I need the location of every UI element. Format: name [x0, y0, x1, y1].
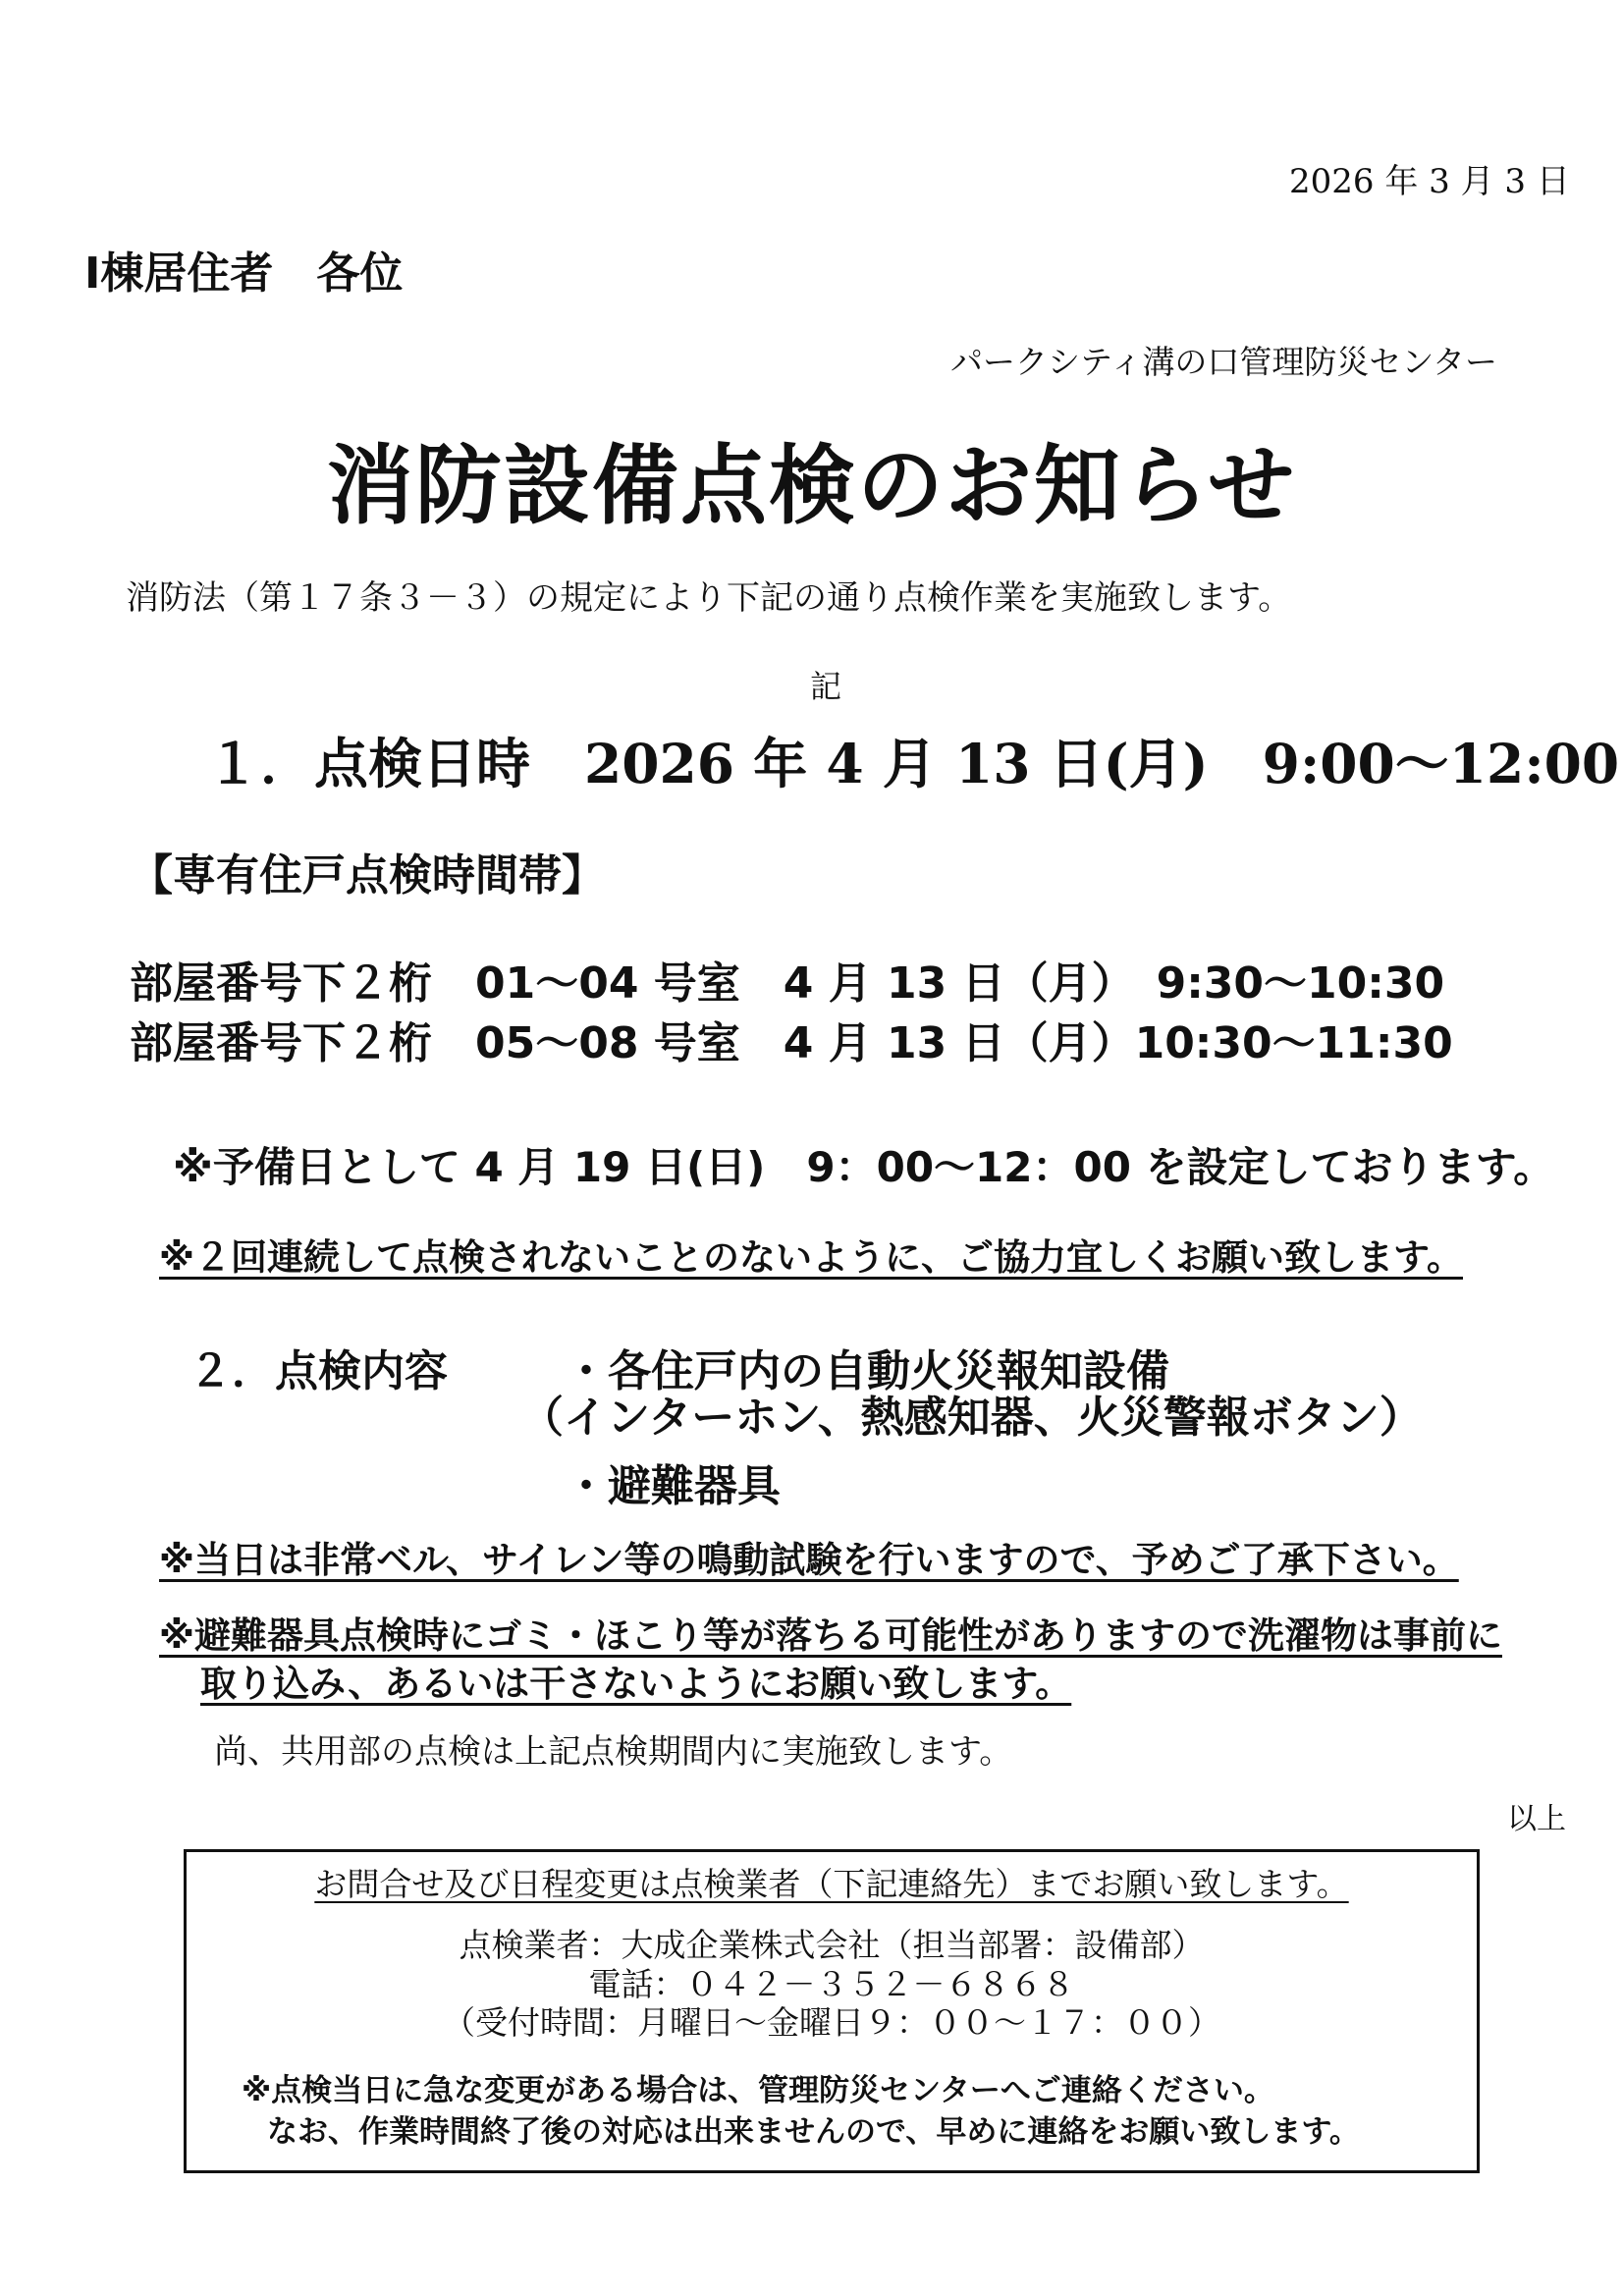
reception-hours: （受付時間：月曜日～金曜日９：００～１７：００）: [443, 2003, 1220, 2042]
slot-row-1: 部屋番号下２桁 01～04 号室 4 月 13 日（月） 9:30～10:30: [130, 958, 1445, 1009]
slot-row-2: 部屋番号下２桁 05～08 号室 4 月 13 日（月）10:30～11:30: [130, 1018, 1453, 1068]
section1-heading: １．点検日時 2026 年 4 月 13 日(月) 9:00～12:00: [206, 732, 1620, 795]
section2-heading: ２．点検内容: [189, 1346, 448, 1396]
alarm-test-notice: ※当日は非常ベル、サイレン等の鳴動試験を行いますので、予めご了承下さい。: [159, 1539, 1459, 1581]
slots-title: 【専有住戸点検時間帯】: [130, 850, 605, 901]
closing: 以上: [1507, 1802, 1566, 1836]
inspection-item-2: ・避難器具: [565, 1461, 781, 1511]
page-title: 消防設備点検のお知らせ: [326, 434, 1297, 536]
common-area-note: 尚、共用部の点検は上記点検期間内に実施致します。: [214, 1732, 1013, 1772]
ki-label: 記: [810, 668, 842, 705]
contact-note-line2: なお、作業時間終了後の対応は出来ませんので、早めに連絡をお願い致します。: [267, 2114, 1360, 2150]
issue-date: 2026 年 3 月 3 日: [1289, 162, 1570, 201]
addressee: Ⅰ棟居住者 各位: [84, 248, 404, 299]
contractor-name: 点検業者：大成企業株式会社（担当部署：設備部）: [459, 1926, 1205, 1964]
intro-text: 消防法（第１７条３－３）の規定により下記の通り点検作業を実施致します。: [126, 578, 1292, 618]
inspection-item-1-detail: （インターホン、熱感知器、火災警報ボタン）: [520, 1393, 1423, 1443]
laundry-notice-line1: ※避難器具点検時にゴミ・ほこり等が落ちる可能性がありますので洗濯物は事前に: [159, 1614, 1502, 1657]
contractor-phone: 電話：０４２－３５２－６８６８: [588, 1965, 1075, 2003]
contact-note-line1: ※点検当日に急な変更がある場合は、管理防災センターへご連絡ください。: [242, 2073, 1274, 2108]
reserve-day-note: ※予備日として 4 月 19 日(日) 9：00～12：00 を設定しております。: [173, 1143, 1555, 1191]
contact-box: [184, 1849, 1480, 2173]
request-note: ※２回連続して点検されないことのないように、ご協力宜しくお願い致します。: [159, 1236, 1464, 1279]
laundry-notice-line2: 取り込み、あるいは干さないようにお願い致します。: [200, 1663, 1072, 1705]
sender: パークシティ溝の口管理防災センター: [950, 343, 1498, 381]
inspection-item-1: ・各住戸内の自動火災報知設備: [565, 1346, 1169, 1396]
contact-intro: お問合せ及び日程変更は点検業者（下記連絡先）までお願い致します。: [314, 1865, 1349, 1903]
